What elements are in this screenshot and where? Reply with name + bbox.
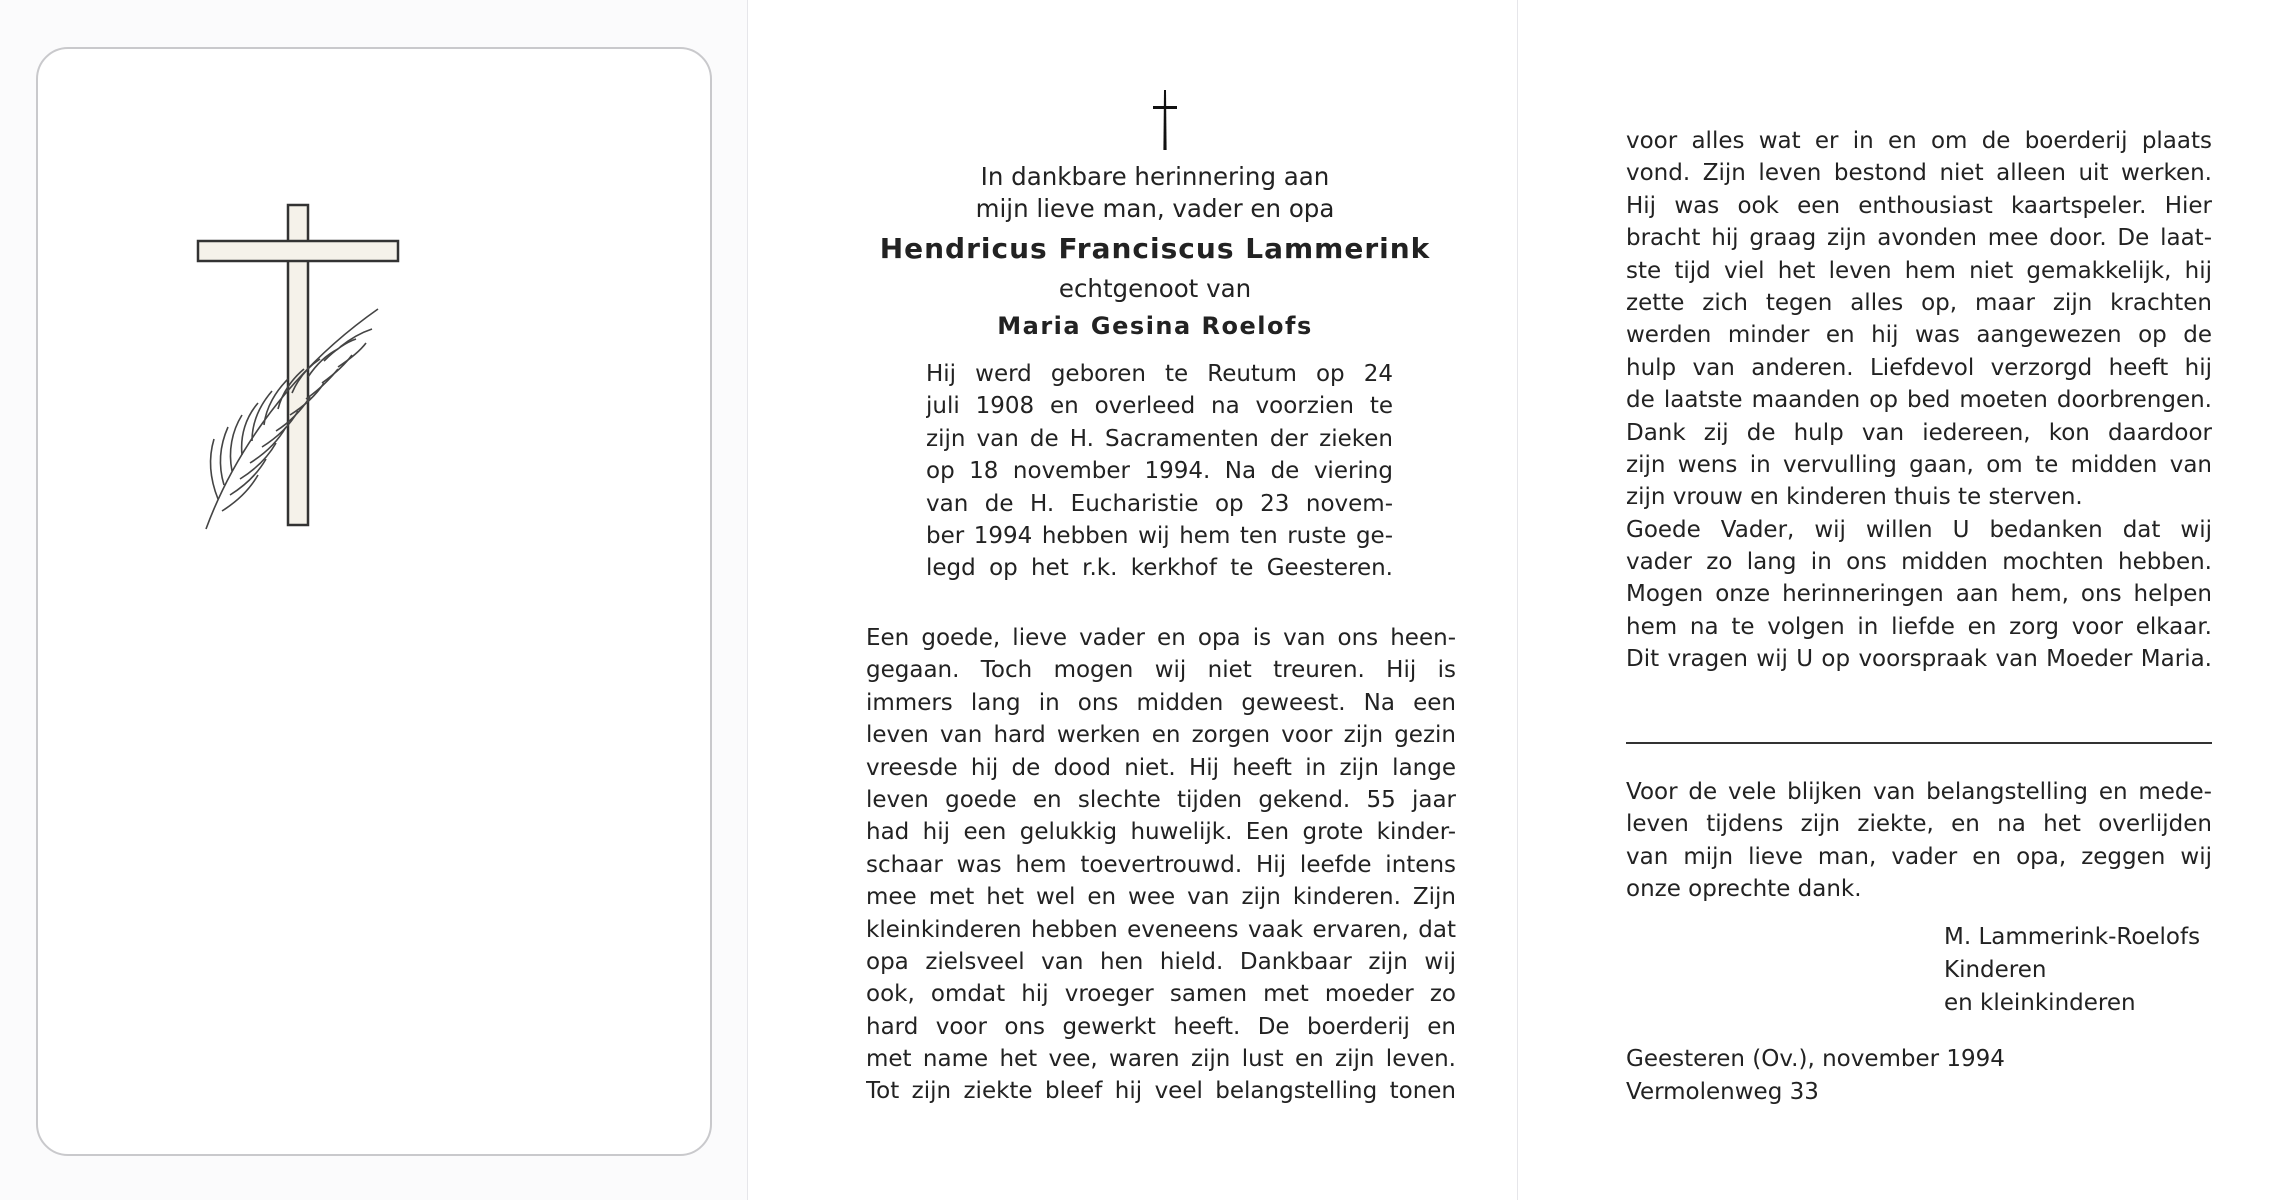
front-panel [0,0,748,1200]
intro-line-1: In dankbare herinnering aan [980,162,1330,191]
thanks-line: leven tijdens zijn ziekte, en na het overlijden [1626,811,2212,838]
tribute-line: leven van hard werken en zorgen voor zijn gezin [866,722,1456,749]
tribute-line: ook, omdat hij vroeger samen met moeder zo [866,981,1456,1008]
tribute-column-right [1626,125,2212,676]
biography-line: op 18 november 1994. Na de viering [926,458,1393,485]
tribute-line: werden minder en hij was aangewezen op de [1626,322,2212,349]
tribute-line: voor alles wat er in en om de boerderij plaats [1626,128,2212,154]
biography-line: zijn van de H. Sacramenten der zieken [926,425,1393,452]
thanks-line: onze oprechte dank. [1626,876,1862,903]
tribute-line: gegaan. Toch mogen wij niet treuren. Hij is [866,657,1456,684]
tribute-line: Tot zijn ziekte bleef hij veel belangstelling tonen [866,1078,1456,1105]
thanks-line: Voor de vele blijken van belangstelling en mede- [1626,779,2212,805]
tribute-line: hulp van anderen. Liefdevol verzorgd heeft hij [1626,354,2212,381]
tribute-line: Dank zij de hulp van iedereen, kon daardoor [1626,419,2212,446]
place-date: Geesteren (Ov.), november 1994 [1626,1046,2005,1072]
tribute-line: immers lang in ons midden geweest. Na een [866,689,1456,716]
tribute-line: vond. Zijn leven bestond niet alleen uit werken. [1626,160,2212,187]
signature-line: M. Lammerink-Roelofs [1944,924,2201,950]
tribute-line: zijn wens in vervulling gaan, om te midden van [1626,451,2212,478]
cross-icon [1152,88,1178,152]
tribute-line: opa zielsveel van hen hield. Dankbaar zijn wij [866,948,1456,975]
biography-line: ber 1994 hebben wij hem ten ruste ge- [926,522,1393,549]
tribute-line: hem na te volgen in liefde en zorg voor elkaar. [1626,613,2212,640]
signature-line: Kinderen [1944,957,2047,983]
biography-line: juli 1908 en overleed na voorzien te [926,393,1393,420]
tribute-column-middle [866,622,1456,1108]
tribute-line: Goede Vader, wij willen U bedanken dat wij [1626,516,2212,543]
spouse-name: Maria Gesina Roelofs [997,312,1313,340]
intro-line-2: mijn lieve man, vader en opa [975,194,1335,223]
tribute-line: bracht hij graag zijn avonden mee door. De laat- [1626,225,2212,252]
spouse-label: echtgenoot van [1058,274,1252,303]
tribute-line: had hij een gelukkig huwelijk. Een grote kinder- [866,819,1456,846]
tribute-line: kleinkinderen hebben eveneens vaak ervaren, dat [866,916,1456,943]
biography-line: Hij werd geboren te Reutum op 24 [926,361,1393,387]
deceased-name: Hendricus Franciscus Lammerink [879,232,1431,265]
tribute-line: zette zich tegen alles op, maar zijn krachten [1626,289,2212,316]
tribute-line: Hij was ook een enthousiast kaartspeler. Hier [1626,192,2212,219]
address: Vermolenweg 33 [1626,1079,1819,1105]
tribute-line: met name het vee, waren zijn lust en zijn leven. [866,1046,1456,1073]
tribute-line: Een goede, lieve vader en opa is van ons heen- [866,625,1456,651]
thanks-block [1626,776,2212,906]
tribute-line: Mogen onze herinneringen aan hem, ons helpen [1626,581,2212,608]
separator-line [1626,742,2212,744]
biography-line: van de H. Eucharistie op 23 novem- [926,490,1393,517]
tribute-line: Dit vragen wij U op voorspraak van Moeder Maria. [1626,646,2212,673]
tribute-line: mee met het wel en wee van zijn kinderen. Zijn [866,884,1456,911]
tribute-line: vader zo lang in ons midden mochten hebben. [1626,549,2212,576]
biography-line: legd op het r.k. kerkhof te Geesteren. [926,555,1393,582]
tribute-line: vreesde hij de dood niet. Hij heeft in zijn lange [866,754,1456,781]
tribute-line: hard voor ons gewerkt heeft. De boerderij en [866,1013,1456,1040]
tribute-line: schaar was hem toevertrouwd. Hij leefde intens [866,851,1456,878]
tribute-line: zijn vrouw en kinderen thuis te sterven. [1626,484,2083,511]
thanks-line: van mijn lieve man, vader en opa, zeggen wij [1626,843,2212,870]
cross-with-palm-branch-icon [188,189,418,539]
tribute-line: de laatste maanden op bed moeten doorbrengen. [1626,387,2212,414]
tribute-line: ste tijd viel het leven hem niet gemakkelijk, hij [1626,257,2212,284]
tribute-line: leven goede en slechte tijden gekend. 55 jaar [866,786,1456,813]
biography-block [926,358,1393,585]
card-border [36,47,712,1156]
signature-line: en kleinkinderen [1944,990,2136,1016]
